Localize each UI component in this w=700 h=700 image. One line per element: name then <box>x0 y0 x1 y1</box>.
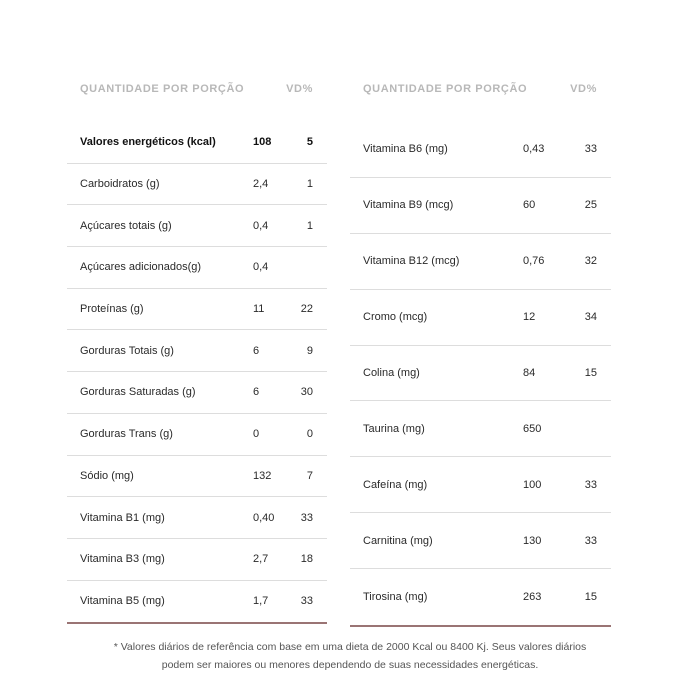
nutrient-vd: 32 <box>584 255 597 268</box>
nutrient-name: Açúcares adicionados(g) <box>80 261 202 274</box>
nutrient-vd: 30 <box>300 386 313 399</box>
nutrient-name: Vitamina B12 (mcg) <box>363 255 460 268</box>
nutrient-vd: 33 <box>300 511 313 524</box>
table-row <box>67 456 327 498</box>
nutrient-name: Vitamina B3 (mg) <box>80 553 165 566</box>
nutrient-vd: 5 <box>306 136 313 149</box>
nutrient-quantity: 1,7 <box>253 595 269 608</box>
nutrition-table-left <box>67 76 327 624</box>
nutrient-vd: 33 <box>584 534 597 547</box>
nutrient-quantity: 84 <box>523 367 536 379</box>
nutrient-vd: 1 <box>306 219 313 232</box>
table-row <box>350 457 611 513</box>
table-row <box>350 234 611 290</box>
table-row <box>350 401 611 457</box>
table-header <box>67 76 327 102</box>
nutrient-vd: 33 <box>584 143 597 156</box>
nutrient-quantity: 0,40 <box>253 511 275 524</box>
nutrient-name: Cafeína (mg) <box>363 478 428 491</box>
table-row <box>350 569 611 625</box>
nutrient-name: Vitamina B1 (mg) <box>80 511 165 524</box>
nutrient-name: Gorduras Saturadas (g) <box>80 386 196 399</box>
footnote-line-1: * Valores diários de referência com base em uma dieta de 2000 Kcal ou 8400 Kj. Seus valores diários <box>113 641 587 653</box>
header-quantity-label: QUANTIDADE POR PORÇÃO <box>363 83 528 95</box>
nutrient-vd: 33 <box>300 595 313 608</box>
table-row <box>67 372 327 414</box>
nutrient-quantity: 12 <box>523 311 536 324</box>
header-vd-label: VD% <box>570 83 597 95</box>
table-body <box>350 122 611 627</box>
table-row <box>350 122 611 178</box>
table-row <box>350 290 611 346</box>
table-row <box>67 247 327 289</box>
nutrient-quantity: 0,4 <box>253 261 269 274</box>
nutrient-name: Sódio (mg) <box>80 469 134 482</box>
nutrient-name: Cromo (mcg) <box>363 311 428 324</box>
nutrient-quantity: 263 <box>523 591 542 604</box>
nutrient-name: Valores energéticos (kcal) <box>80 136 216 149</box>
nutrient-quantity: 0,4 <box>253 219 269 232</box>
header-vd-label: VD% <box>286 83 313 95</box>
nutrient-quantity: 2,4 <box>253 178 269 191</box>
footnote <box>0 638 700 674</box>
nutrient-quantity: 108 <box>253 136 272 149</box>
table-header <box>350 76 611 102</box>
nutrient-quantity: 11 <box>253 303 265 316</box>
table-row <box>67 581 327 623</box>
nutrient-quantity: 0,76 <box>523 255 545 268</box>
table-row <box>350 513 611 569</box>
table-row <box>67 330 327 372</box>
nutrient-vd: 33 <box>584 478 597 491</box>
nutrient-quantity: 0,43 <box>523 143 545 156</box>
nutrient-name: Carnitina (mg) <box>363 534 433 547</box>
nutrient-quantity: 650 <box>523 422 542 435</box>
nutrient-vd: 22 <box>300 303 313 316</box>
nutrient-name: Proteínas (g) <box>80 303 144 316</box>
nutrient-vd: 25 <box>584 199 597 212</box>
nutrient-vd: 15 <box>584 591 597 604</box>
table-row <box>350 346 611 402</box>
table-row <box>67 414 327 456</box>
table-row <box>67 164 327 206</box>
nutrient-vd: 15 <box>584 367 597 379</box>
nutrient-name: Vitamina B9 (mcg) <box>363 199 454 212</box>
nutrient-vd: 0 <box>306 428 313 441</box>
nutrient-name: Tirosina (mg) <box>363 591 428 604</box>
nutrient-quantity: 6 <box>253 386 260 399</box>
nutrient-name: Vitamina B5 (mg) <box>80 595 165 608</box>
nutrient-name: Gorduras Totais (g) <box>80 344 174 357</box>
nutrient-name: Taurina (mg) <box>363 422 425 435</box>
header-quantity-label: QUANTIDADE POR PORÇÃO <box>80 83 245 95</box>
nutrient-vd: 1 <box>306 178 313 191</box>
nutrient-quantity: 130 <box>523 534 542 547</box>
table-row <box>350 178 611 234</box>
nutrient-quantity: 132 <box>253 469 272 482</box>
table-row <box>67 205 327 247</box>
nutrient-quantity: 2,7 <box>253 553 269 566</box>
nutrient-quantity: 60 <box>523 199 536 212</box>
table-row <box>67 289 327 331</box>
table-row <box>67 497 327 539</box>
nutrient-vd: 7 <box>306 469 313 482</box>
table-row <box>67 539 327 581</box>
nutrient-quantity: 6 <box>253 344 260 357</box>
nutrition-table-right <box>350 76 611 627</box>
table-row <box>67 122 327 164</box>
nutrient-quantity: 100 <box>523 478 542 491</box>
nutrient-vd: 18 <box>300 553 313 566</box>
footnote-line-2: podem ser maiores ou menores dependendo de suas necessidades energéticas. <box>161 659 539 671</box>
nutrient-quantity: 0 <box>253 428 260 441</box>
nutrient-name: Açúcares totais (g) <box>80 219 172 232</box>
table-body <box>67 122 327 624</box>
nutrient-name: Colina (mg) <box>363 367 420 379</box>
nutrient-vd: 9 <box>306 344 313 357</box>
nutrient-vd: 34 <box>584 311 597 324</box>
nutrient-name: Vitamina B6 (mg) <box>363 143 448 156</box>
nutrient-name: Carboidratos (g) <box>80 178 160 191</box>
nutrient-name: Gorduras Trans (g) <box>80 428 173 441</box>
